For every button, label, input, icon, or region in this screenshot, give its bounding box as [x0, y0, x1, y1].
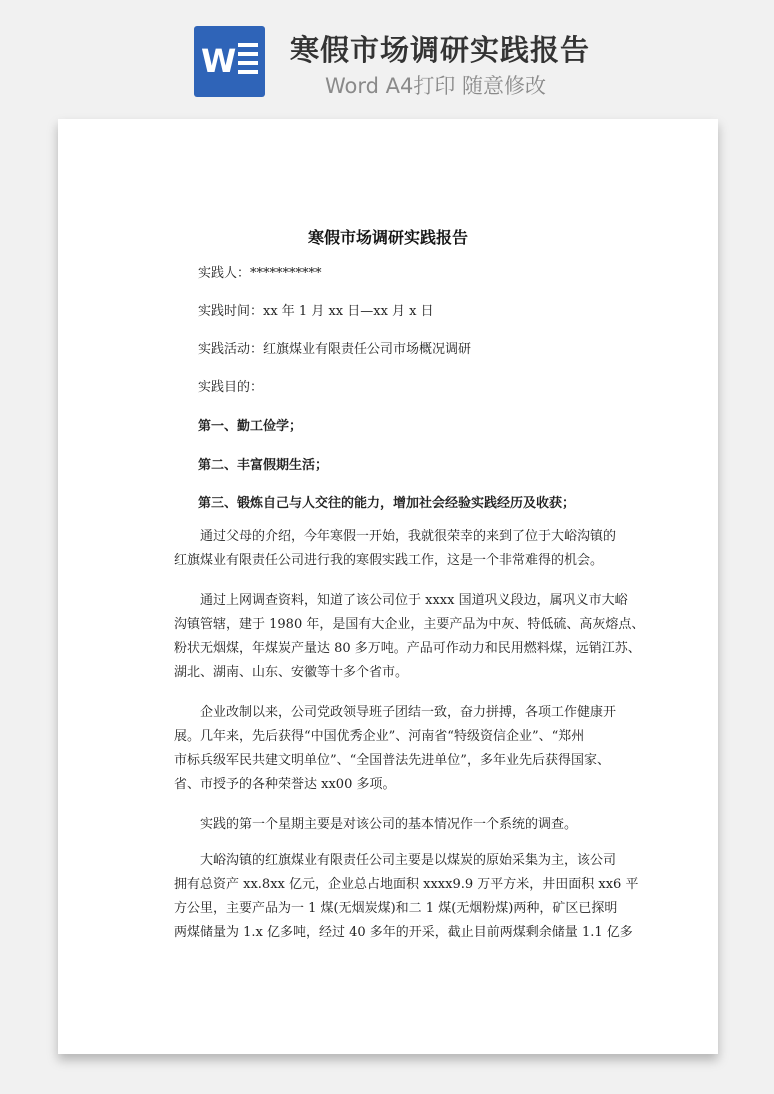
- goal-3: 第三、锻炼自己与人交往的能力，增加社会经验实践经历及收获；: [198, 496, 576, 511]
- activity-line: 实践活动：红旗煤业有限责任公司市场概况调研: [198, 342, 472, 357]
- document-page: [58, 119, 718, 1054]
- purpose-line: 实践目的：: [198, 380, 264, 395]
- paragraph-4: [174, 813, 604, 837]
- paragraph-line: 展。几年来，先后获得“中国优秀企业”、河南省“特级资信企业”、“郑州: [174, 729, 585, 744]
- paragraph-line: 通过父母的介绍，今年寒假一开始，我就很荣幸的来到了位于大峪沟镇的: [200, 529, 617, 544]
- paragraph-3: [174, 701, 617, 797]
- paragraph-line: 湖北、湖南、山东、安徽等十多个省市。: [174, 665, 409, 680]
- word-icon-lines: [238, 43, 258, 79]
- paragraph-line: 粉状无烟煤，年煤炭产量达 80 多万吨。产品可作动力和民用燃料煤，远销江苏、: [174, 641, 641, 656]
- word-document-icon: [194, 26, 265, 97]
- word-icon-letter: W: [201, 42, 237, 80]
- paragraph-5: [174, 849, 639, 945]
- header-subtitle: Word A4打印 随意修改: [325, 74, 547, 98]
- watermark: [110, 495, 153, 540]
- header-title: 寒假市场调研实践报告: [290, 33, 591, 67]
- practitioner-line: 实践人：***********: [198, 266, 322, 281]
- paragraph-2: [174, 589, 645, 685]
- paragraph-1: [174, 525, 617, 573]
- paragraph-line: 省、市授予的各种荣誉达 xx00 多项。: [174, 777, 396, 792]
- paragraph-line: 企业改制以来，公司党政领导班子团结一致，奋力拼搏，各项工作健康开: [200, 705, 617, 720]
- paragraph-line: 两煤储量为 1.x 亿多吨，经过 40 多年的开采，截止目前两煤剩余储量 1.1 亿多: [174, 925, 633, 940]
- document-title: 寒假市场调研实践报告: [307, 228, 468, 247]
- paragraph-line: 实践的第一个星期主要是对该公司的基本情况作一个系统的调查。: [200, 817, 578, 832]
- paragraph-line: 红旗煤业有限责任公司进行我的寒假实践工作，这是一个非常难得的机会。: [174, 553, 604, 568]
- page-header: [0, 0, 774, 110]
- paragraph-line: 方公里，主要产品为一 1 煤(无烟炭煤)和二 1 煤(无烟粉煤)两种，矿区已探明: [174, 901, 618, 916]
- goal-1: 第一、勤工俭学；: [198, 419, 303, 434]
- paragraph-line: 通过上网调查资料，知道了该公司位于 xxxx 国道巩义段边，属巩义市大峪: [200, 593, 628, 608]
- paragraph-line: 大峪沟镇的红旗煤业有限责任公司主要是以煤炭的原始采集为主，该公司: [200, 853, 617, 868]
- goal-2: 第二、丰富假期生活；: [198, 458, 329, 473]
- time-line: 实践时间：xx 年 1 月 xx 日—xx 月 x 日: [198, 304, 434, 319]
- paragraph-line: 市标兵级军民共建文明单位”、“全国普法先进单位”，多年业先后获得国家、: [174, 753, 610, 768]
- paragraph-line: 拥有总资产 xx.8xx 亿元，企业总占地面积 xxxx9.9 万平方米，井田面积 xx6 平: [174, 877, 639, 892]
- paragraph-line: 沟镇管辖，建于 1980 年，是国有大企业，主要产品为中灰、特低硫、高灰熔点、: [174, 617, 645, 632]
